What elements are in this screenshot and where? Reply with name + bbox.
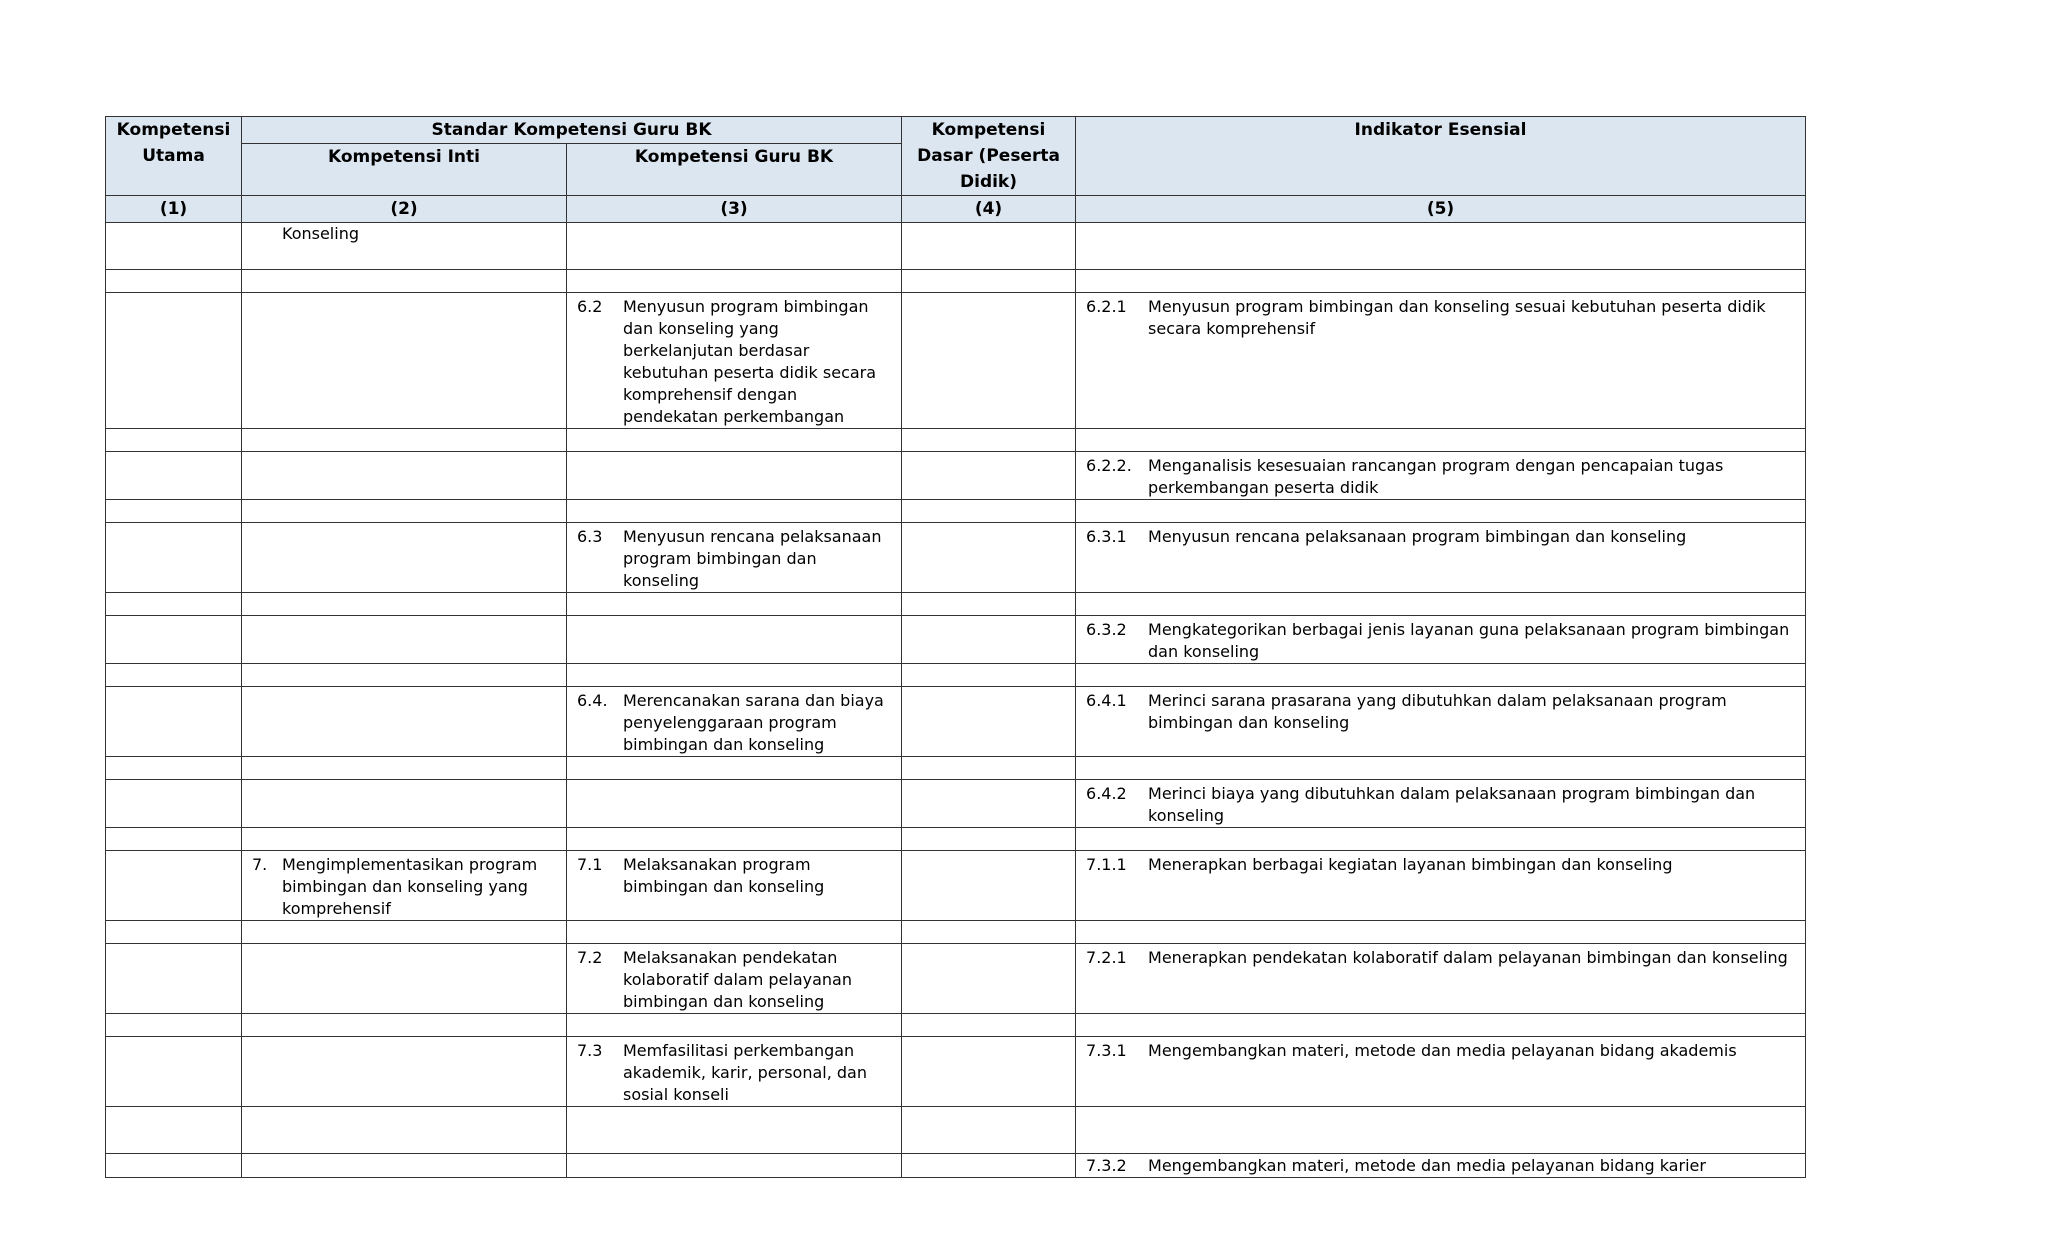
header-indikator-esensial: Indikator Esensial bbox=[1076, 117, 1806, 196]
indicator-text: Menganalisis kesesuaian rancangan program dengan pencapaian tugas perkembangan peserta didik bbox=[1148, 456, 1724, 497]
indicator-number: 7.3.2 bbox=[1086, 1156, 1127, 1175]
column-number-5: (5) bbox=[1076, 196, 1806, 223]
table-row bbox=[106, 223, 1806, 270]
indicator-text: Merinci biaya yang dibutuhkan dalam pelaksanaan program bimbingan dan konseling bbox=[1148, 784, 1756, 825]
indicator-number: 6.2.2. bbox=[1086, 456, 1132, 475]
indicator-number: 7.2.1 bbox=[1086, 948, 1127, 967]
spacer-row bbox=[106, 500, 1806, 523]
spacer-row bbox=[106, 664, 1806, 687]
spacer-row bbox=[106, 921, 1806, 944]
guru-number: 7.3 bbox=[577, 1041, 603, 1060]
column-number-1: (1) bbox=[106, 196, 242, 223]
spacer-row bbox=[106, 1014, 1806, 1037]
table-row bbox=[106, 452, 1806, 500]
indicator-text: Menyusun rencana pelaksanaan program bimbingan dan konseling bbox=[1148, 527, 1687, 546]
spacer-row bbox=[106, 828, 1806, 851]
column-number-4: (4) bbox=[902, 196, 1076, 223]
indicator-text: Menerapkan pendekatan kolaboratif dalam pelayanan bimbingan dan konseling bbox=[1148, 948, 1788, 967]
indicator-text: Mengembangkan materi, metode dan media pelayanan bidang akademis bbox=[1148, 1041, 1737, 1060]
indicator-number: 7.3.1 bbox=[1086, 1041, 1127, 1060]
table-row bbox=[106, 687, 1806, 757]
indicator-number: 6.3.2 bbox=[1086, 620, 1127, 639]
guru-text: Menyusun rencana pelaksanaan program bimbingan dan konseling bbox=[623, 527, 882, 590]
inti-text: Konseling bbox=[282, 224, 359, 243]
header-standar-kompetensi: Standar Kompetensi Guru BK bbox=[242, 117, 902, 144]
indicator-number: 6.4.1 bbox=[1086, 691, 1127, 710]
guru-text: Melaksanakan pendekatan kolaboratif dalam pelayanan bimbingan dan konseling bbox=[623, 948, 852, 1011]
guru-number: 7.1 bbox=[577, 855, 603, 874]
column-number-2: (2) bbox=[242, 196, 567, 223]
guru-text: Merencanakan sarana dan biaya penyelenggaraan program bimbingan dan konseling bbox=[623, 691, 884, 754]
header-kompetensi-guru: Kompetensi Guru BK bbox=[567, 144, 902, 196]
indicator-text: Menerapkan berbagai kegiatan layanan bimbingan dan konseling bbox=[1148, 855, 1673, 874]
indicator-text: Mengembangkan materi, metode dan media pelayanan bidang karier bbox=[1148, 1156, 1706, 1175]
competency-table bbox=[105, 116, 1806, 1178]
indicator-text: Menyusun program bimbingan dan konseling sesuai kebutuhan peserta didik secara komprehensif bbox=[1148, 297, 1766, 338]
table-row bbox=[106, 1154, 1806, 1178]
header-kompetensi-inti: Kompetensi Inti bbox=[242, 144, 567, 196]
guru-number: 6.3 bbox=[577, 527, 603, 546]
indicator-number: 7.1.1 bbox=[1086, 855, 1127, 874]
header-kompetensi-dasar: Kompetensi Dasar (Peserta Didik) bbox=[902, 117, 1076, 196]
guru-text: Menyusun program bimbingan dan konseling yang berkelanjutan berdasar kebutuhan peserta didik secara komprehensif dengan pendekatan perkembangan bbox=[623, 297, 877, 426]
spacer-row bbox=[106, 429, 1806, 452]
spacer-row bbox=[106, 270, 1806, 293]
indicator-number: 6.3.1 bbox=[1086, 527, 1127, 546]
spacer-row bbox=[106, 757, 1806, 780]
table-row bbox=[106, 616, 1806, 664]
table-row bbox=[106, 293, 1806, 429]
guru-number: 6.4. bbox=[577, 691, 608, 710]
indicator-number: 6.2.1 bbox=[1086, 297, 1127, 316]
inti-text: Mengimplementasikan program bimbingan dan konseling yang komprehensif bbox=[282, 855, 538, 918]
guru-text: Memfasilitasi perkembangan akademik, karir, personal, dan sosial konseli bbox=[623, 1041, 867, 1104]
indicator-number: 6.4.2 bbox=[1086, 784, 1127, 803]
column-number-3: (3) bbox=[567, 196, 902, 223]
guru-number: 6.2 bbox=[577, 297, 603, 316]
table-row bbox=[106, 780, 1806, 828]
guru-number: 7.2 bbox=[577, 948, 603, 967]
inti-number: 7. bbox=[252, 855, 268, 874]
table-row bbox=[106, 523, 1806, 593]
guru-text: Melaksanakan program bimbingan dan konseling bbox=[623, 855, 825, 896]
table-row bbox=[106, 851, 1806, 921]
table-row bbox=[106, 1037, 1806, 1107]
spacer-row bbox=[106, 1107, 1806, 1154]
spacer-row bbox=[106, 593, 1806, 616]
indicator-text: Mengkategorikan berbagai jenis layanan guna pelaksanaan program bimbingan dan konseling bbox=[1148, 620, 1790, 661]
header-kompetensi-utama: Kompetensi Utama bbox=[106, 117, 242, 196]
table-row bbox=[106, 944, 1806, 1014]
indicator-text: Merinci sarana prasarana yang dibutuhkan dalam pelaksanaan program bimbingan dan konseling bbox=[1148, 691, 1727, 732]
